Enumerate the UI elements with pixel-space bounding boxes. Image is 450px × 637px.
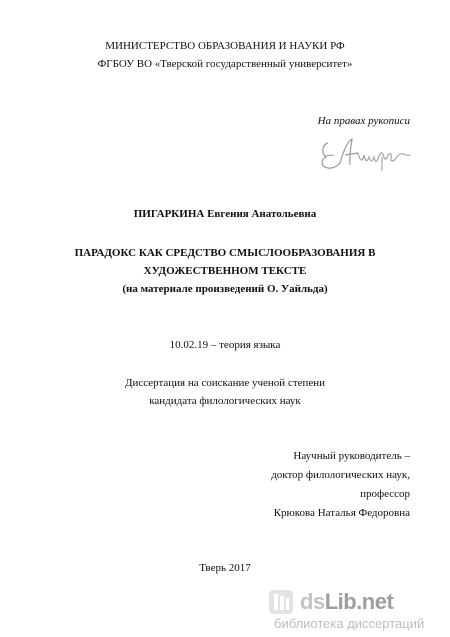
dissertation-title-line-2: ХУДОЖЕСТВЕННОМ ТЕКСТЕ <box>143 265 307 277</box>
supervisor-line-2: доктор филологических наук, <box>271 469 410 481</box>
supervisor-line-3: профессор <box>360 488 410 500</box>
supervisor-line-1: Научный руководитель – <box>293 450 410 462</box>
degree-line-2: кандидата филологических наук <box>149 395 301 407</box>
city-year: Тверь 2017 <box>199 562 251 574</box>
dslib-brand <box>300 589 393 615</box>
signature-icon <box>318 135 413 173</box>
specialty-code: 10.02.19 – теория языка <box>169 339 281 351</box>
dissertation-title-line-1: ПАРАДОКС КАК СРЕДСТВО СМЫСЛООБРАЗОВАНИЯ В <box>74 247 376 259</box>
degree-line-1: Диссертация на соискание ученой степени <box>124 377 326 389</box>
supervisor-name: Крюкова Наталья Федоровна <box>273 507 410 519</box>
author-name: ПИГАРКИНА Евгения Анатольевна <box>133 208 317 220</box>
dslib-logo-icon <box>268 589 294 615</box>
university-heading: ФГБОУ ВО «Тверской государственный университет» <box>97 58 353 70</box>
dslib-subtitle: библиотека диссертаций <box>274 616 425 631</box>
dissertation-subtitle: (на материале произведений О. Уайльда) <box>122 283 328 295</box>
dslib-watermark <box>268 589 446 633</box>
manuscript-note: На правах рукописи <box>317 115 410 127</box>
ministry-heading: МИНИСТЕРСТВО ОБРАЗОВАНИЯ И НАУКИ РФ <box>105 40 345 52</box>
dslib-brand-part-1: ds <box>300 589 325 614</box>
dslib-brand-part-2: Lib.net <box>324 589 394 614</box>
